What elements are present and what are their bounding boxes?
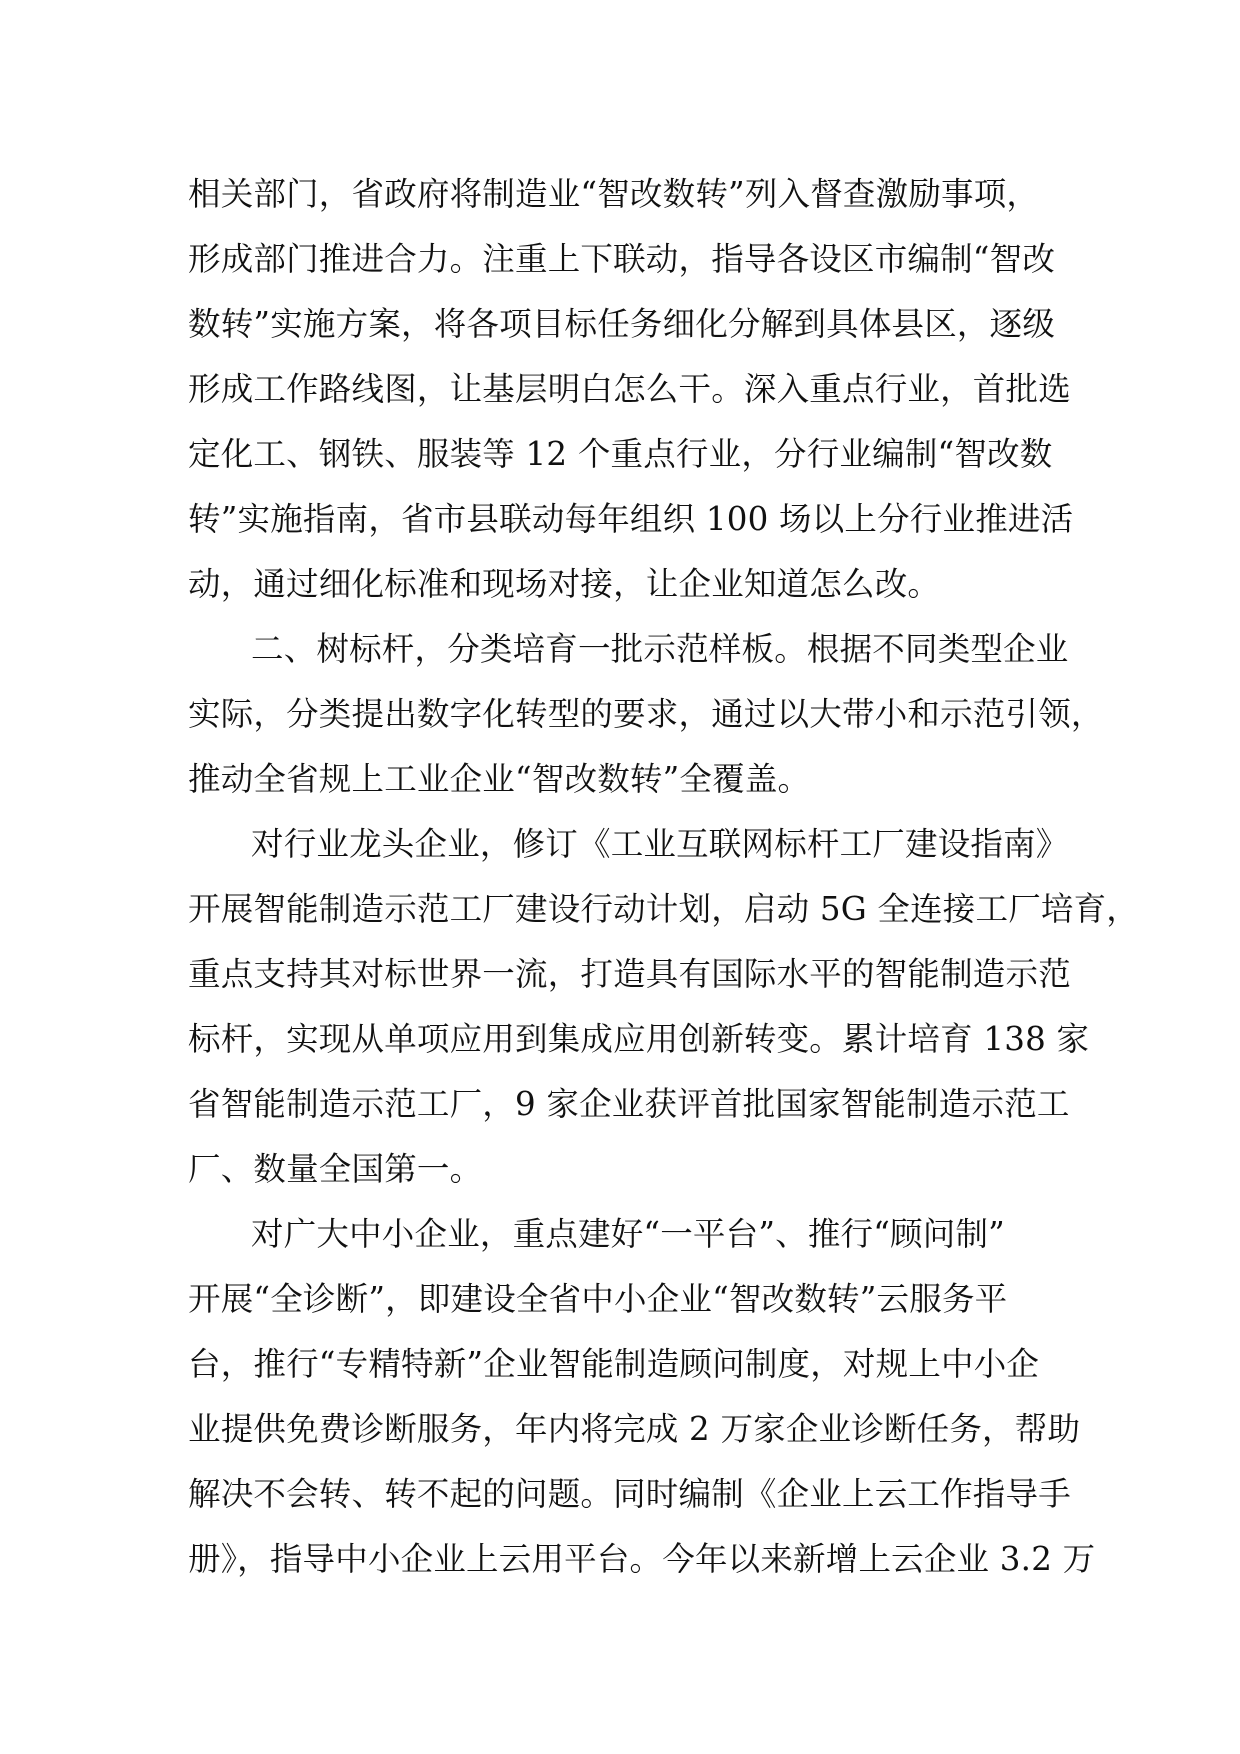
text-line: 标杆，实现从单项应用到集成应用创新转变。累计培育 138 家: [188, 1020, 1090, 1058]
section-heading-line: 二、树标杆，分类培育一批示范样板。根据不同类型企业: [251, 630, 1069, 668]
text-line: 省智能制造示范工厂，9 家企业获评首批国家智能制造示范工: [188, 1085, 1070, 1123]
text-line: 相关部门，省政府将制造业“智改数转”列入督查激励事项，: [188, 175, 1040, 213]
text-line: 开展智能制造示范工厂建设行动计划，启动 5G 全连接工厂培育，: [188, 890, 1140, 928]
paragraph-start-line: 对行业龙头企业，修订《工业互联网标杆工厂建设指南》: [251, 825, 1069, 863]
text-line: 台，推行“专精特新”企业智能制造顾问制度，对规上中小企: [188, 1345, 1040, 1383]
text-line: 形成工作路线图，让基层明白怎么干。深入重点行业，首批选: [188, 370, 1071, 408]
body-text: [188, 162, 1140, 1592]
text-line: 解决不会转、转不起的问题。同时编制《企业上云工作指导手: [188, 1475, 1071, 1513]
text-line: 形成部门推进合力。注重上下联动，指导各设区市编制“智改: [188, 240, 1056, 278]
text-line: 推动全省规上工业企业“智改数转”全覆盖。: [188, 760, 811, 798]
text-line: 实际，分类提出数字化转型的要求，通过以大带小和示范引领，: [188, 695, 1104, 733]
text-line: 定化工、钢铁、服装等 12 个重点行业，分行业编制“智改数: [188, 435, 1053, 473]
text-line: 厂、数量全国第一。: [188, 1150, 483, 1188]
text-line: 数转”实施方案，将各项目标任务细化分解到具体县区，逐级: [188, 305, 1056, 343]
text-line: 转”实施指南，省市县联动每年组织 100 场以上分行业推进活: [188, 500, 1074, 538]
text-line: 动，通过细化标准和现场对接，让企业知道怎么改。: [188, 565, 941, 603]
text-line: 开展“全诊断”，即建设全省中小企业“智改数转”云服务平: [188, 1280, 1008, 1318]
text-line: 重点支持其对标世界一流，打造具有国际水平的智能制造示范: [188, 955, 1071, 993]
text-line: 册》，指导中小企业上云用平台。今年以来新增上云企业 3.2 万: [188, 1540, 1096, 1578]
paragraph-start-line: 对广大中小企业，重点建好“一平台”、推行“顾问制”: [251, 1215, 1005, 1253]
text-line: 业提供免费诊断服务，年内将完成 2 万家企业诊断任务，帮助: [188, 1410, 1081, 1448]
